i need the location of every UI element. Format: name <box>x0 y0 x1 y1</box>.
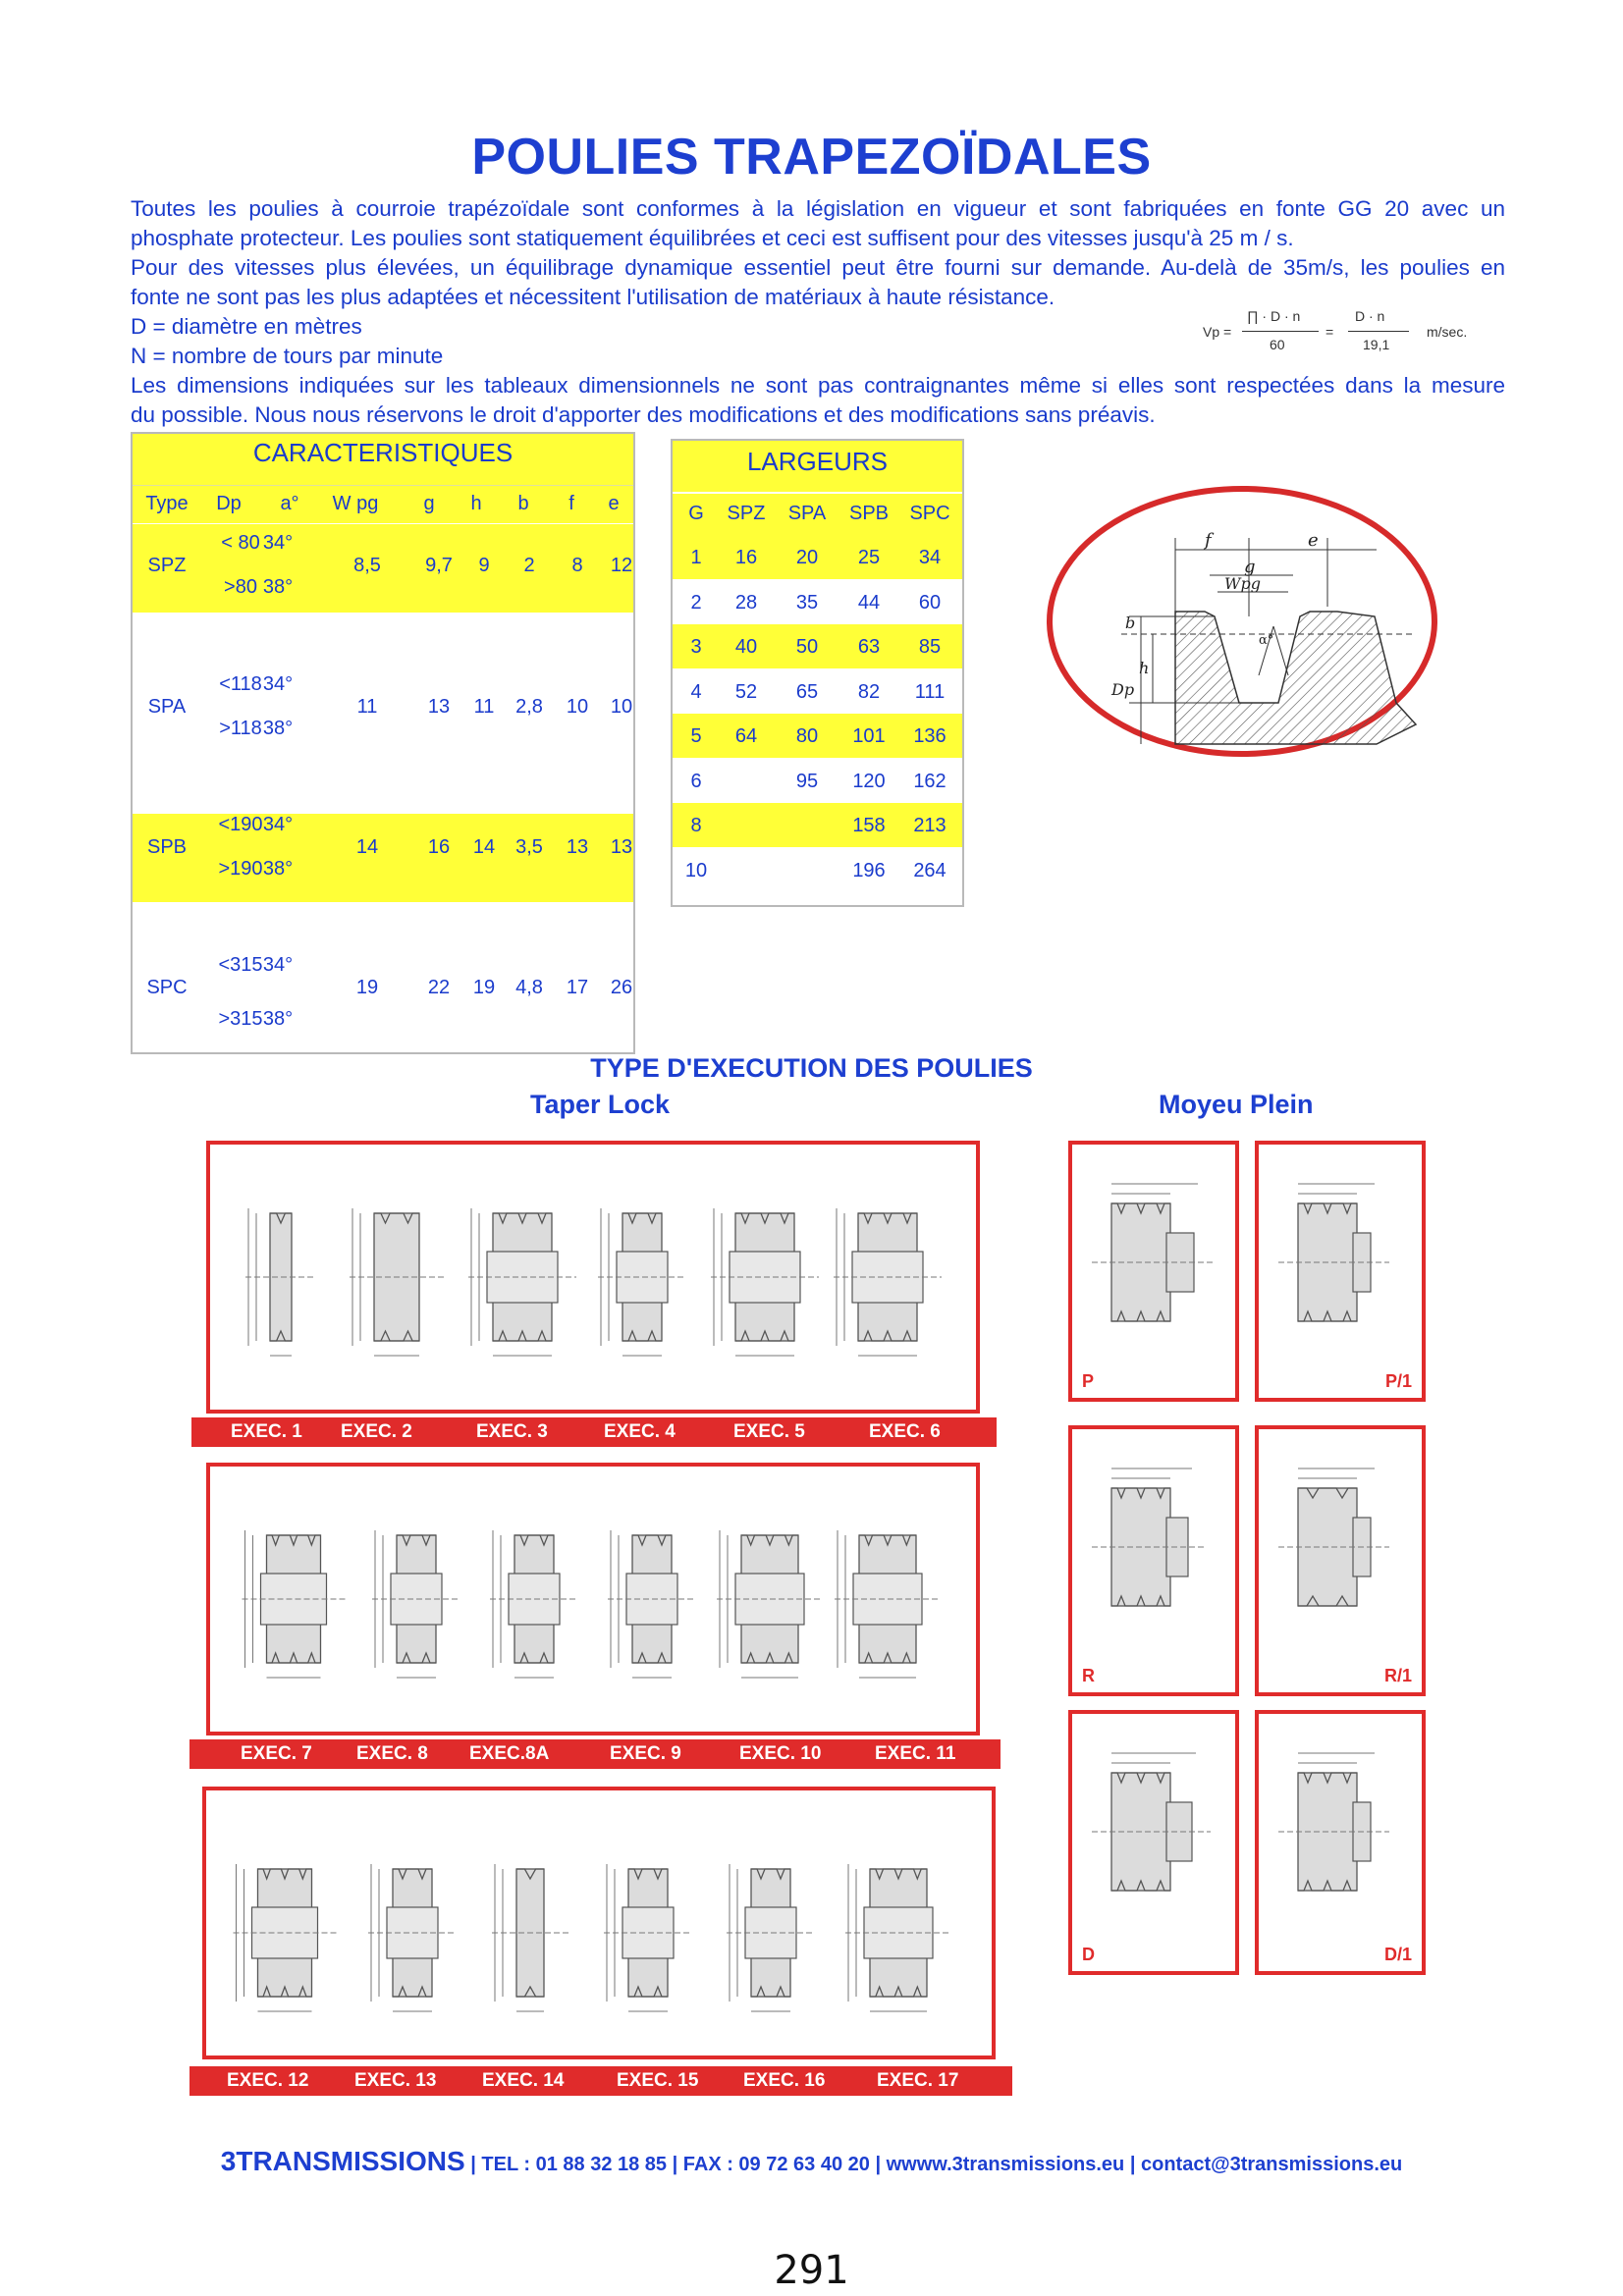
largeurs-cell: 63 <box>857 636 881 658</box>
exec-label: EXEC. 6 <box>869 1421 941 1442</box>
moyeu-drawing-d1 <box>1259 1714 1422 1971</box>
exec-label: EXEC. 10 <box>739 1743 822 1764</box>
formula-unit: m/sec. <box>1427 324 1468 340</box>
carac-header-4: g <box>423 493 435 514</box>
carac-type: SPB <box>146 836 188 858</box>
exec-label: EXEC. 1 <box>231 1421 302 1442</box>
carac-header-1: Dp <box>216 493 242 514</box>
largeurs-cell: 95 <box>795 770 819 792</box>
largeurs-cell: 6 <box>690 770 702 792</box>
intro-line-2: phosphate protecteur. Les poulies sont statiquement équilibrées et ceci est suffisent pour des vitesses jusqu'à 25 m / s. <box>131 226 1294 250</box>
label-wpg: Wpg <box>1224 574 1261 593</box>
label-b: b <box>1125 614 1136 632</box>
pulley-drawing-3 <box>608 1530 696 1678</box>
formula-numerator-2: D · n <box>1355 308 1385 324</box>
largeurs-cell: 111 <box>914 680 946 703</box>
intro-line-8: du possible. Nous nous réservons le droit d'apporter des modifications et des modifications sans préavis. <box>131 402 1156 427</box>
carac-angle-low: 34° <box>262 814 294 835</box>
footer-contact <box>0 2146 1623 2177</box>
moyeu-drawing-p1 <box>1259 1145 1422 1398</box>
moyeu-drawing-r <box>1072 1429 1235 1692</box>
moyeu-label-p1: P/1 <box>1384 1371 1412 1391</box>
largeurs-header-1: SPZ <box>727 503 766 524</box>
largeurs-cell: 52 <box>734 680 758 703</box>
exec-row-1-bar <box>191 1417 997 1447</box>
moyeu-plein-title: Moyeu Plein <box>1159 1090 1314 1119</box>
largeurs-cell: 34 <box>918 547 942 568</box>
largeurs-cell: 28 <box>734 591 758 614</box>
formula-bar-2 <box>1348 331 1409 332</box>
exec-label: EXEC. 9 <box>610 1743 681 1764</box>
largeurs-cell: 82 <box>857 680 881 703</box>
moyeu-hub <box>1166 1802 1192 1861</box>
carac-g: 13 <box>427 696 451 718</box>
exec-label: EXEC. 12 <box>227 2070 309 2091</box>
exec-label: EXEC.8A <box>469 1743 550 1764</box>
exec-label: EXEC. 11 <box>875 1743 956 1764</box>
carac-b: 4,8 <box>515 977 543 998</box>
largeurs-cell: 264 <box>913 859 947 881</box>
moyeu-drawing-p <box>1072 1145 1235 1398</box>
label-dp: Dp <box>1111 680 1135 699</box>
formula-equals: = <box>1325 324 1334 340</box>
pulley-drawing-4 <box>727 1864 815 2011</box>
pulley-drawing-2 <box>490 1530 578 1678</box>
moyeu-frame-p <box>1068 1141 1239 1402</box>
carac-dp-high: >190 <box>218 858 263 880</box>
largeurs-cell: 80 <box>795 725 819 747</box>
carac-f: 13 <box>566 836 589 858</box>
carac-dp-high: >80 <box>224 576 257 598</box>
exec-label: EXEC. 13 <box>354 2070 437 2091</box>
largeurs-cell: 136 <box>913 725 947 747</box>
carac-header-2: a° <box>280 493 299 514</box>
pulley-drawing-4 <box>711 1208 819 1356</box>
label-h: h <box>1139 659 1150 677</box>
intro-line-6: N = nombre de tours par minute <box>131 344 444 368</box>
moyeu-drawing-d <box>1072 1714 1235 1971</box>
page-title: POULIES TRAPEZOÏDALES <box>471 129 1152 186</box>
moyeu-frame-d <box>1068 1710 1239 1975</box>
page-number: 291 <box>774 2248 849 2293</box>
pulley-drawing-5 <box>835 1530 941 1678</box>
carac-angle-low: 34° <box>262 954 294 976</box>
carac-angle-high: 38° <box>262 718 294 739</box>
largeurs-cell: 120 <box>852 770 886 792</box>
largeurs-header-4: SPC <box>909 503 950 524</box>
largeurs-cell: 213 <box>913 815 947 836</box>
label-e: e <box>1308 530 1319 551</box>
largeurs-cell: 162 <box>913 770 947 792</box>
largeurs-cell: 20 <box>795 547 819 568</box>
intro-line-7: Les dimensions indiquées sur les tableaux dimensionnels ne sont pas contraignantes même si elles sont respectées dans la mesure <box>131 373 1505 398</box>
taper-lock-title: Taper Lock <box>530 1090 671 1119</box>
intro-line-1: Toutes les poulies à courroie trapézoïdale sont conformes à la législation en vigueur et sont fabriquées en fonte GG 20 avec un <box>131 196 1505 221</box>
label-f: f <box>1205 530 1212 551</box>
largeurs-cell: 5 <box>690 725 702 747</box>
carac-angle-high: 38° <box>262 858 294 880</box>
pulley-drawing-3 <box>604 1864 692 2011</box>
largeurs-table <box>671 439 964 907</box>
formula-lhs: Vp = <box>1203 324 1232 340</box>
moyeu-label-p: P <box>1082 1371 1095 1391</box>
pulley-drawing-3 <box>598 1208 686 1356</box>
exec-label: EXEC. 2 <box>341 1421 412 1442</box>
carac-e: 10 <box>610 696 633 718</box>
carac-angle-low: 34° <box>262 673 294 695</box>
largeurs-cell: 65 <box>795 680 819 703</box>
moyeu-label-d1: D/1 <box>1383 1945 1412 1964</box>
exec-row-1-frame <box>206 1141 980 1414</box>
footer-contact-details: | TEL : 01 88 32 18 85 | FAX : 09 72 63 40 20 | wwww.3transmissions.eu | contact@3transmissions.eu <box>464 2154 1403 2175</box>
largeurs-cell: 4 <box>690 680 702 703</box>
moyeu-frame-r <box>1068 1425 1239 1696</box>
carac-dp-high: >118 <box>219 718 262 739</box>
largeurs-cell: 35 <box>795 591 819 614</box>
largeurs-cell: 60 <box>918 591 942 614</box>
pulley-drawing-5 <box>845 1864 951 2011</box>
largeurs-cell: 101 <box>852 725 886 747</box>
carac-e: 26 <box>610 977 633 998</box>
caracteristiques-table <box>131 432 635 1054</box>
exec-row-2-bar <box>189 1739 1001 1769</box>
carac-g: 16 <box>427 836 451 858</box>
carac-h: 14 <box>472 836 496 858</box>
carac-header-8: e <box>608 493 620 514</box>
carac-header-6: b <box>517 493 529 514</box>
exec-label: EXEC. 8 <box>356 1743 428 1764</box>
formula-numerator-1: ∏ · D · n <box>1247 308 1301 324</box>
formula-bar-1 <box>1242 331 1319 332</box>
largeurs-cell: 25 <box>857 547 881 568</box>
largeurs-cell: 158 <box>852 815 886 836</box>
footer-brand: 3TRANSMISSIONS <box>220 2146 465 2176</box>
moyeu-drawing-r1 <box>1259 1429 1422 1692</box>
exec-label: EXEC. 4 <box>604 1421 676 1442</box>
label-g: g <box>1244 557 1256 577</box>
pulley-drawing-1 <box>368 1864 457 2011</box>
pulley-drawing-1 <box>350 1208 444 1356</box>
carac-h: 9 <box>478 555 490 576</box>
carac-f: 10 <box>566 696 589 718</box>
carac-type: SPC <box>146 977 188 998</box>
carac-wpg: 14 <box>355 836 379 858</box>
largeurs-cell: 16 <box>734 547 758 568</box>
largeurs-cell: 2 <box>690 591 702 614</box>
largeurs-cell: 40 <box>734 636 758 658</box>
formula-denominator-2: 19,1 <box>1363 337 1390 352</box>
pulley-drawing-5 <box>834 1208 942 1356</box>
exec-label: EXEC. 16 <box>743 2070 826 2091</box>
carac-h: 19 <box>472 977 496 998</box>
largeurs-cell: 1 <box>690 547 702 568</box>
carac-f: 8 <box>571 555 583 576</box>
carac-dp-low: <315 <box>218 954 263 976</box>
moyeu-frame-d1 <box>1255 1710 1426 1975</box>
carac-header-7: f <box>568 493 574 514</box>
carac-h: 11 <box>473 696 495 718</box>
moyeu-frame-r1 <box>1255 1425 1426 1696</box>
carac-angle-high: 38° <box>262 576 294 598</box>
carac-dp-low: <118 <box>219 673 262 695</box>
pulley-drawing-0 <box>234 1864 337 2011</box>
largeurs-header-0: G <box>688 503 704 524</box>
pulley-drawing-2 <box>492 1864 568 2011</box>
formula-denominator-1: 60 <box>1270 337 1285 352</box>
carac-dp-low: <190 <box>218 814 263 835</box>
carac-wpg: 8,5 <box>353 555 381 576</box>
exec-label: EXEC. 5 <box>733 1421 805 1442</box>
pulley-drawing-0 <box>243 1530 346 1678</box>
carac-b: 3,5 <box>515 836 543 858</box>
moyeu-label-r: R <box>1082 1666 1095 1685</box>
carac-g: 22 <box>427 977 451 998</box>
speed-formula <box>1203 304 1488 363</box>
exec-label: EXEC. 15 <box>617 2070 699 2091</box>
carac-wpg: 19 <box>355 977 379 998</box>
spb-band-2 <box>133 858 633 902</box>
carac-header-5: h <box>470 493 482 514</box>
largeurs-cell: 10 <box>684 859 708 881</box>
carac-header-0: Type <box>145 493 189 514</box>
largeurs-cell: 50 <box>795 636 819 658</box>
moyeu-label-r1: R/1 <box>1383 1666 1412 1685</box>
exec-row-2-drawings <box>210 1467 976 1732</box>
carac-angle-high: 38° <box>262 1008 294 1030</box>
largeurs-header-2: SPA <box>787 503 827 524</box>
exec-label: EXEC. 17 <box>877 2070 959 2091</box>
intro-line-4: fonte ne sont pas les plus adaptées et nécessitent l'utilisation de matériaux à haute résistance. <box>131 285 1055 309</box>
carac-wpg: 11 <box>356 696 378 718</box>
largeurs-cell: 8 <box>690 815 702 836</box>
largeurs-cell: 85 <box>918 636 942 658</box>
carac-type: SPA <box>147 696 187 718</box>
largeurs-cell: 196 <box>852 859 886 881</box>
carac-type: SPZ <box>147 555 187 576</box>
carac-e: 12 <box>610 555 633 576</box>
carac-f: 17 <box>566 977 589 998</box>
exec-row-1-drawings <box>210 1145 976 1410</box>
pulley-drawing-1 <box>372 1530 460 1678</box>
largeurs-cell: 3 <box>690 636 702 658</box>
exec-row-3-drawings <box>206 1790 992 2056</box>
groove-profile-drawing <box>1043 479 1441 764</box>
caracteristiques-title: CARACTERISTIQUES <box>252 438 514 467</box>
execution-title: TYPE D'EXECUTION DES POULIES <box>590 1053 1033 1083</box>
largeurs-title: LARGEURS <box>746 447 889 476</box>
exec-row-2-frame <box>206 1463 980 1735</box>
carac-b: 2 <box>523 555 535 576</box>
largeurs-header-3: SPB <box>848 503 890 524</box>
label-alpha: α° <box>1259 633 1274 648</box>
exec-label: EXEC. 7 <box>241 1743 312 1764</box>
carac-header-3: W pg <box>332 493 379 514</box>
carac-angle-low: 34° <box>262 532 294 554</box>
intro-line-3: Pour des vitesses plus élevées, un équilibrage dynamique essentiel peut être fourni sur demande. Au-delà de 35m/s, les poulies en <box>131 255 1505 280</box>
largeurs-cell: 44 <box>857 591 881 614</box>
carac-e: 13 <box>610 836 633 858</box>
moyeu-label-d: D <box>1082 1945 1095 1964</box>
exec-row-3-frame <box>202 1787 996 2059</box>
pulley-drawing-2 <box>468 1208 576 1356</box>
exec-label: EXEC. 3 <box>476 1421 548 1442</box>
exec-row-3-bar <box>189 2066 1012 2096</box>
pulley-drawing-0 <box>245 1208 316 1356</box>
carac-dp-low: < 80 <box>221 532 260 554</box>
moyeu-frame-p1 <box>1255 1141 1426 1402</box>
carac-b: 2,8 <box>515 696 543 718</box>
exec-label: EXEC. 14 <box>482 2070 565 2091</box>
carac-g: 9,7 <box>425 555 453 576</box>
largeurs-cell: 64 <box>734 725 758 747</box>
pulley-drawing-4 <box>717 1530 823 1678</box>
intro-line-5: D = diamètre en mètres <box>131 314 362 339</box>
carac-dp-high: >315 <box>218 1008 263 1030</box>
